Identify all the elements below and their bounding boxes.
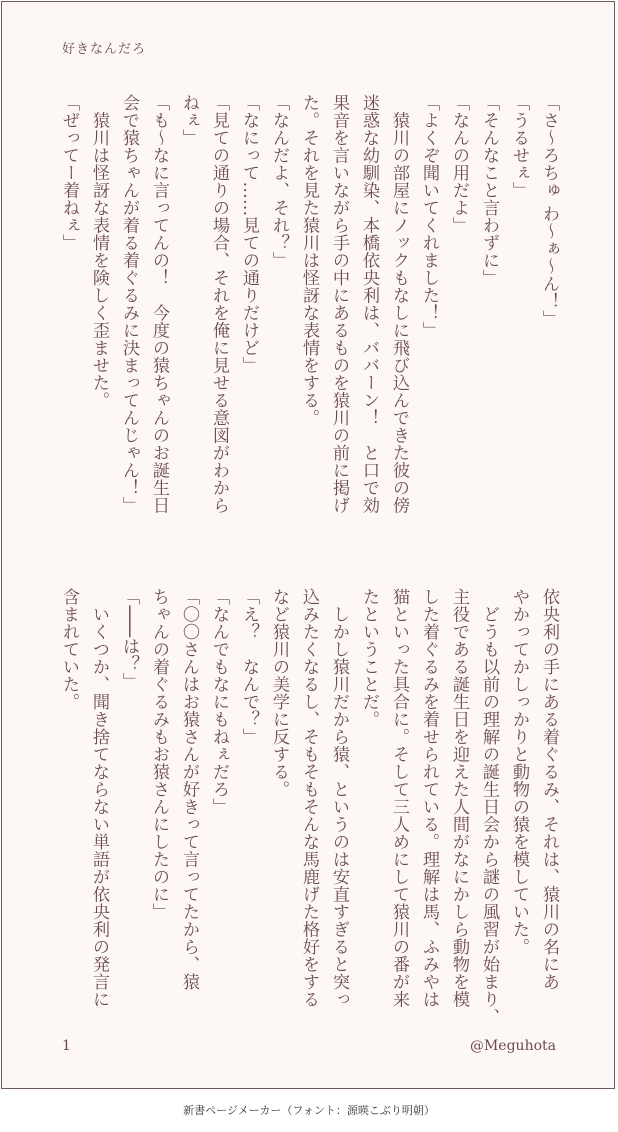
text-line: 「そんなこと言わずに」: [479, 94, 499, 287]
text-line: 主役である誕生日を迎えた人間がなにかしら動物を模: [449, 588, 469, 1008]
footer-credit: 新書ページメーカー（フォント：源暎こぶり明朝）: [183, 1104, 435, 1117]
text-line: 「なにって……見ての通りだけど」: [239, 94, 259, 374]
text-line: ねぇ」: [179, 94, 199, 147]
text-line: 「なんだよ、それ？」: [269, 94, 289, 269]
text-line: 「なんでもなにもねぇだろ」: [209, 588, 229, 816]
text-block-top: [59, 94, 564, 564]
author-handle: @Meguhota: [469, 1038, 556, 1054]
text-line: どうも以前の理解の誕生日会から謎の風習が始まり、: [479, 588, 499, 1026]
text-line: た。それを見た猿川は怪訝な表情をする。: [299, 94, 319, 427]
text-line: 「も〜なに言ってんの！ 今度の猿ちゃんのお誕生日: [149, 94, 169, 514]
text-line: 含まれていた。: [59, 588, 79, 711]
text-line: 会で猿ちゃんが着る着ぐるみに決まってんじゃん！」: [119, 94, 139, 514]
manuscript-page: [1, 1, 615, 1089]
text-line: 果音を言いながら手の中にあるものを猿川の前に掲げ: [329, 94, 349, 514]
text-line: 「───は？」: [119, 588, 139, 690]
text-line: 猿川の部屋にノックもなしに飛び込んできた彼の傍: [389, 94, 409, 514]
text-line: やかってかしっかりと動物の猿を模していた。: [509, 588, 529, 956]
text-line: 依央利の手にある着ぐるみ、それは、猿川の名にあ: [539, 588, 559, 991]
text-line: ちゃんの着ぐるみもお猿さんにしたのに」: [149, 588, 169, 921]
text-line: 猫といった具合に。そして三人めにして猿川の番が来: [389, 588, 409, 1008]
text-line: など猿川の美学に反する。: [269, 588, 289, 798]
text-line: しかし猿川だから猿、というのは安直すぎると突っ: [329, 588, 349, 1008]
text-line: 「え？ なんで？」: [239, 588, 259, 746]
page-title: 好きなんだろ: [62, 42, 147, 57]
text-line: 「ぜってー着ねぇ」: [59, 94, 79, 252]
text-line: 「さ〜ろちゅ わ〜ぁ〜ん！」: [539, 94, 559, 328]
text-line: 「うるせぇ」: [509, 94, 529, 199]
text-line: した着ぐるみを着せられている。理解は馬、ふみやは: [419, 588, 439, 1008]
text-line: 「見ての通りの場合、それを俺に見せる意図がわから: [209, 94, 229, 514]
text-line: たということだ。: [359, 588, 379, 728]
text-line: 「なんの用だよ」: [449, 94, 469, 234]
text-line: 「〇〇さんはお猿さんが好きって言ってたから、猿: [179, 588, 199, 991]
text-line: 迷惑な幼馴染、本橋依央利は、ババーン！ と口で効: [359, 94, 379, 514]
text-line: 「よくぞ聞いてくれました！」: [419, 94, 439, 339]
text-block-bottom: [59, 588, 564, 1026]
page-number: 1: [62, 1038, 71, 1054]
text-line: いくつか、聞き捨てならない単語が依央利の発言に: [89, 588, 109, 1008]
text-line: 猿川は怪訝な表情を険しく歪ませた。: [89, 94, 109, 409]
text-line: 込みたくなるし、そもそもそんな馬鹿げた格好をする: [299, 588, 319, 1008]
